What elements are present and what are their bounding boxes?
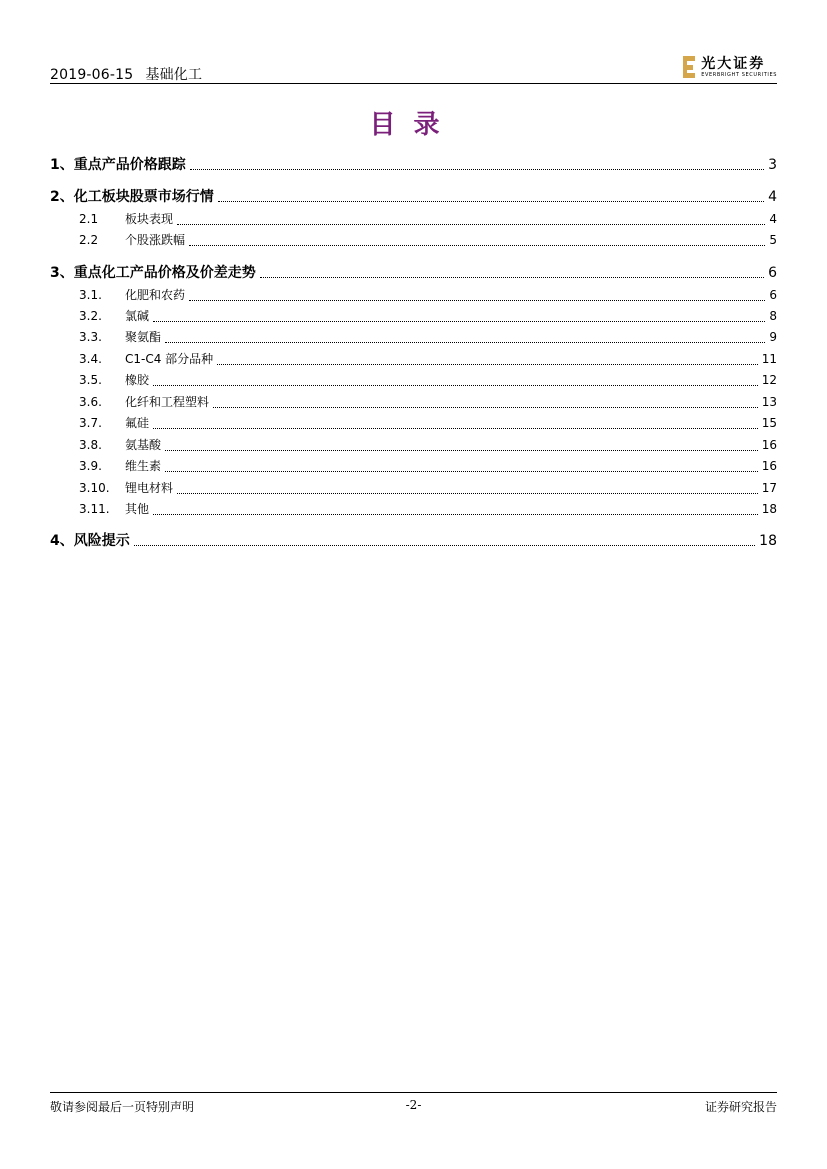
toc-leader-dots: [153, 384, 758, 386]
toc-leader-dots: [153, 513, 758, 515]
toc-entry[interactable]: [50, 328, 777, 345]
toc-entry[interactable]: [50, 210, 777, 227]
toc-leader-dots: [153, 427, 758, 429]
toc-entry-page: 4: [768, 189, 777, 205]
toc-entry-title: 橡胶: [125, 373, 150, 387]
company-logo: [683, 52, 777, 82]
toc-entry[interactable]: [50, 154, 777, 174]
toc-entry[interactable]: [50, 530, 777, 550]
toc-entry-number: 3.9.: [79, 459, 102, 473]
header-info: [50, 64, 202, 84]
toc-leader-dots: [177, 223, 765, 225]
toc-entry[interactable]: [50, 479, 777, 496]
toc-entry-page: 8: [769, 309, 777, 323]
toc-entry-title: 重点化工产品价格及价差走势: [73, 265, 256, 281]
toc-entry-title: 个股涨跌幅: [125, 233, 186, 247]
toc-entry-number: 3.4.: [79, 352, 102, 366]
report-sector: 基础化工: [145, 67, 203, 83]
toc-entry-title: 聚氨酯: [125, 330, 162, 344]
toc-entry-number: 3.11.: [79, 502, 110, 516]
toc-entry-title: 化纤和工程塑料: [125, 395, 210, 409]
toc-entry[interactable]: [50, 186, 777, 206]
toc-entry-title: 化工板块股票市场行情: [73, 189, 214, 205]
toc-entry-number: 3.3.: [79, 330, 102, 344]
toc-leader-dots: [213, 406, 758, 408]
toc-entry[interactable]: [50, 371, 777, 388]
toc-entry[interactable]: [50, 414, 777, 431]
everbright-logo-icon: [683, 56, 695, 78]
toc-entry-page: 3: [768, 157, 777, 173]
toc-entry-number: 4、: [50, 533, 74, 549]
footer-report-type: 证券研究报告: [704, 1100, 777, 1114]
toc-entry-number: 3.5.: [79, 373, 102, 387]
toc-entry[interactable]: [50, 457, 777, 474]
header-divider: [50, 83, 777, 84]
toc-leader-dots: [189, 244, 765, 246]
toc-entry[interactable]: [50, 393, 777, 410]
toc-entry-page: 4: [769, 212, 777, 226]
toc-entry-title: 氯碱: [125, 309, 150, 323]
toc-entry[interactable]: [50, 262, 777, 282]
toc-entry[interactable]: [50, 307, 777, 324]
toc-entry-title: 氟硅: [125, 416, 150, 430]
toc-entry-page: 12: [761, 373, 777, 387]
toc-leader-dots: [217, 363, 758, 365]
toc-entry[interactable]: [50, 436, 777, 453]
toc-entry-number: 3、: [50, 265, 74, 281]
toc-entry[interactable]: [50, 500, 777, 517]
toc-entry-number: 2.2: [79, 233, 99, 247]
toc-entry-page: 16: [761, 438, 777, 452]
page-header: [50, 52, 777, 84]
toc-entry-title: C1-C4 部分品种: [125, 352, 214, 366]
toc-entry-number: 3.8.: [79, 438, 102, 452]
toc-leader-dots: [134, 544, 755, 546]
toc-title: 目录: [369, 110, 458, 140]
toc-entry-page: 9: [769, 330, 777, 344]
toc-entry-title: 锂电材料: [125, 481, 174, 495]
toc-entry[interactable]: [50, 350, 777, 367]
toc-entry-page: 16: [761, 459, 777, 473]
toc-entry-number: 2.1: [79, 212, 99, 226]
toc-entry-title: 风险提示: [73, 533, 130, 549]
toc-entry-number: 3.7.: [79, 416, 102, 430]
toc-leader-dots: [165, 341, 765, 343]
toc-entry-number: 1、: [50, 157, 74, 173]
toc-entry-page: 6: [769, 288, 777, 302]
toc-leader-dots: [218, 200, 764, 202]
toc-entry-title: 化肥和农药: [125, 288, 186, 302]
logo-name-cn: 光大证券: [701, 55, 766, 72]
toc-entry-title: 维生素: [125, 459, 162, 473]
toc-entry-title: 重点产品价格跟踪: [73, 157, 186, 173]
toc-leader-dots: [177, 492, 758, 494]
toc-leader-dots: [189, 299, 765, 301]
toc-entry-page: 17: [761, 481, 777, 495]
toc-entry-title: 氨基酸: [125, 438, 162, 452]
footer-disclaimer: 敬请参阅最后一页特别声明: [50, 1100, 195, 1114]
toc-entry-number: 3.2.: [79, 309, 102, 323]
toc-entry-number: 3.6.: [79, 395, 102, 409]
toc-entry-page: 6: [768, 265, 777, 281]
toc-entry[interactable]: [50, 231, 777, 248]
footer-page-number: -2-: [405, 1098, 422, 1112]
toc-entry-page: 11: [761, 352, 777, 366]
toc-entry-page: 18: [761, 502, 777, 516]
toc-entry[interactable]: [50, 286, 777, 303]
toc-entry-number: 3.10.: [79, 481, 110, 495]
toc-entry-number: 2、: [50, 189, 74, 205]
toc-leader-dots: [153, 320, 765, 322]
toc-entry-page: 15: [761, 416, 777, 430]
toc-entry-title: 其他: [125, 502, 150, 516]
report-date: 2019-06-15: [50, 67, 134, 83]
toc-leader-dots: [190, 168, 764, 170]
toc-leader-dots: [260, 276, 764, 278]
toc-entry-page: 18: [759, 533, 777, 549]
footer-divider: [50, 1092, 777, 1093]
toc-entry-page: 5: [769, 233, 777, 247]
toc-entry-title: 板块表现: [125, 212, 174, 226]
toc-leader-dots: [165, 470, 758, 472]
logo-name-en: EVERBRIGHT SECURITIES: [701, 71, 777, 78]
toc-leader-dots: [165, 449, 758, 451]
toc-entry-number: 3.1.: [79, 288, 102, 302]
toc-entry-page: 13: [761, 395, 777, 409]
